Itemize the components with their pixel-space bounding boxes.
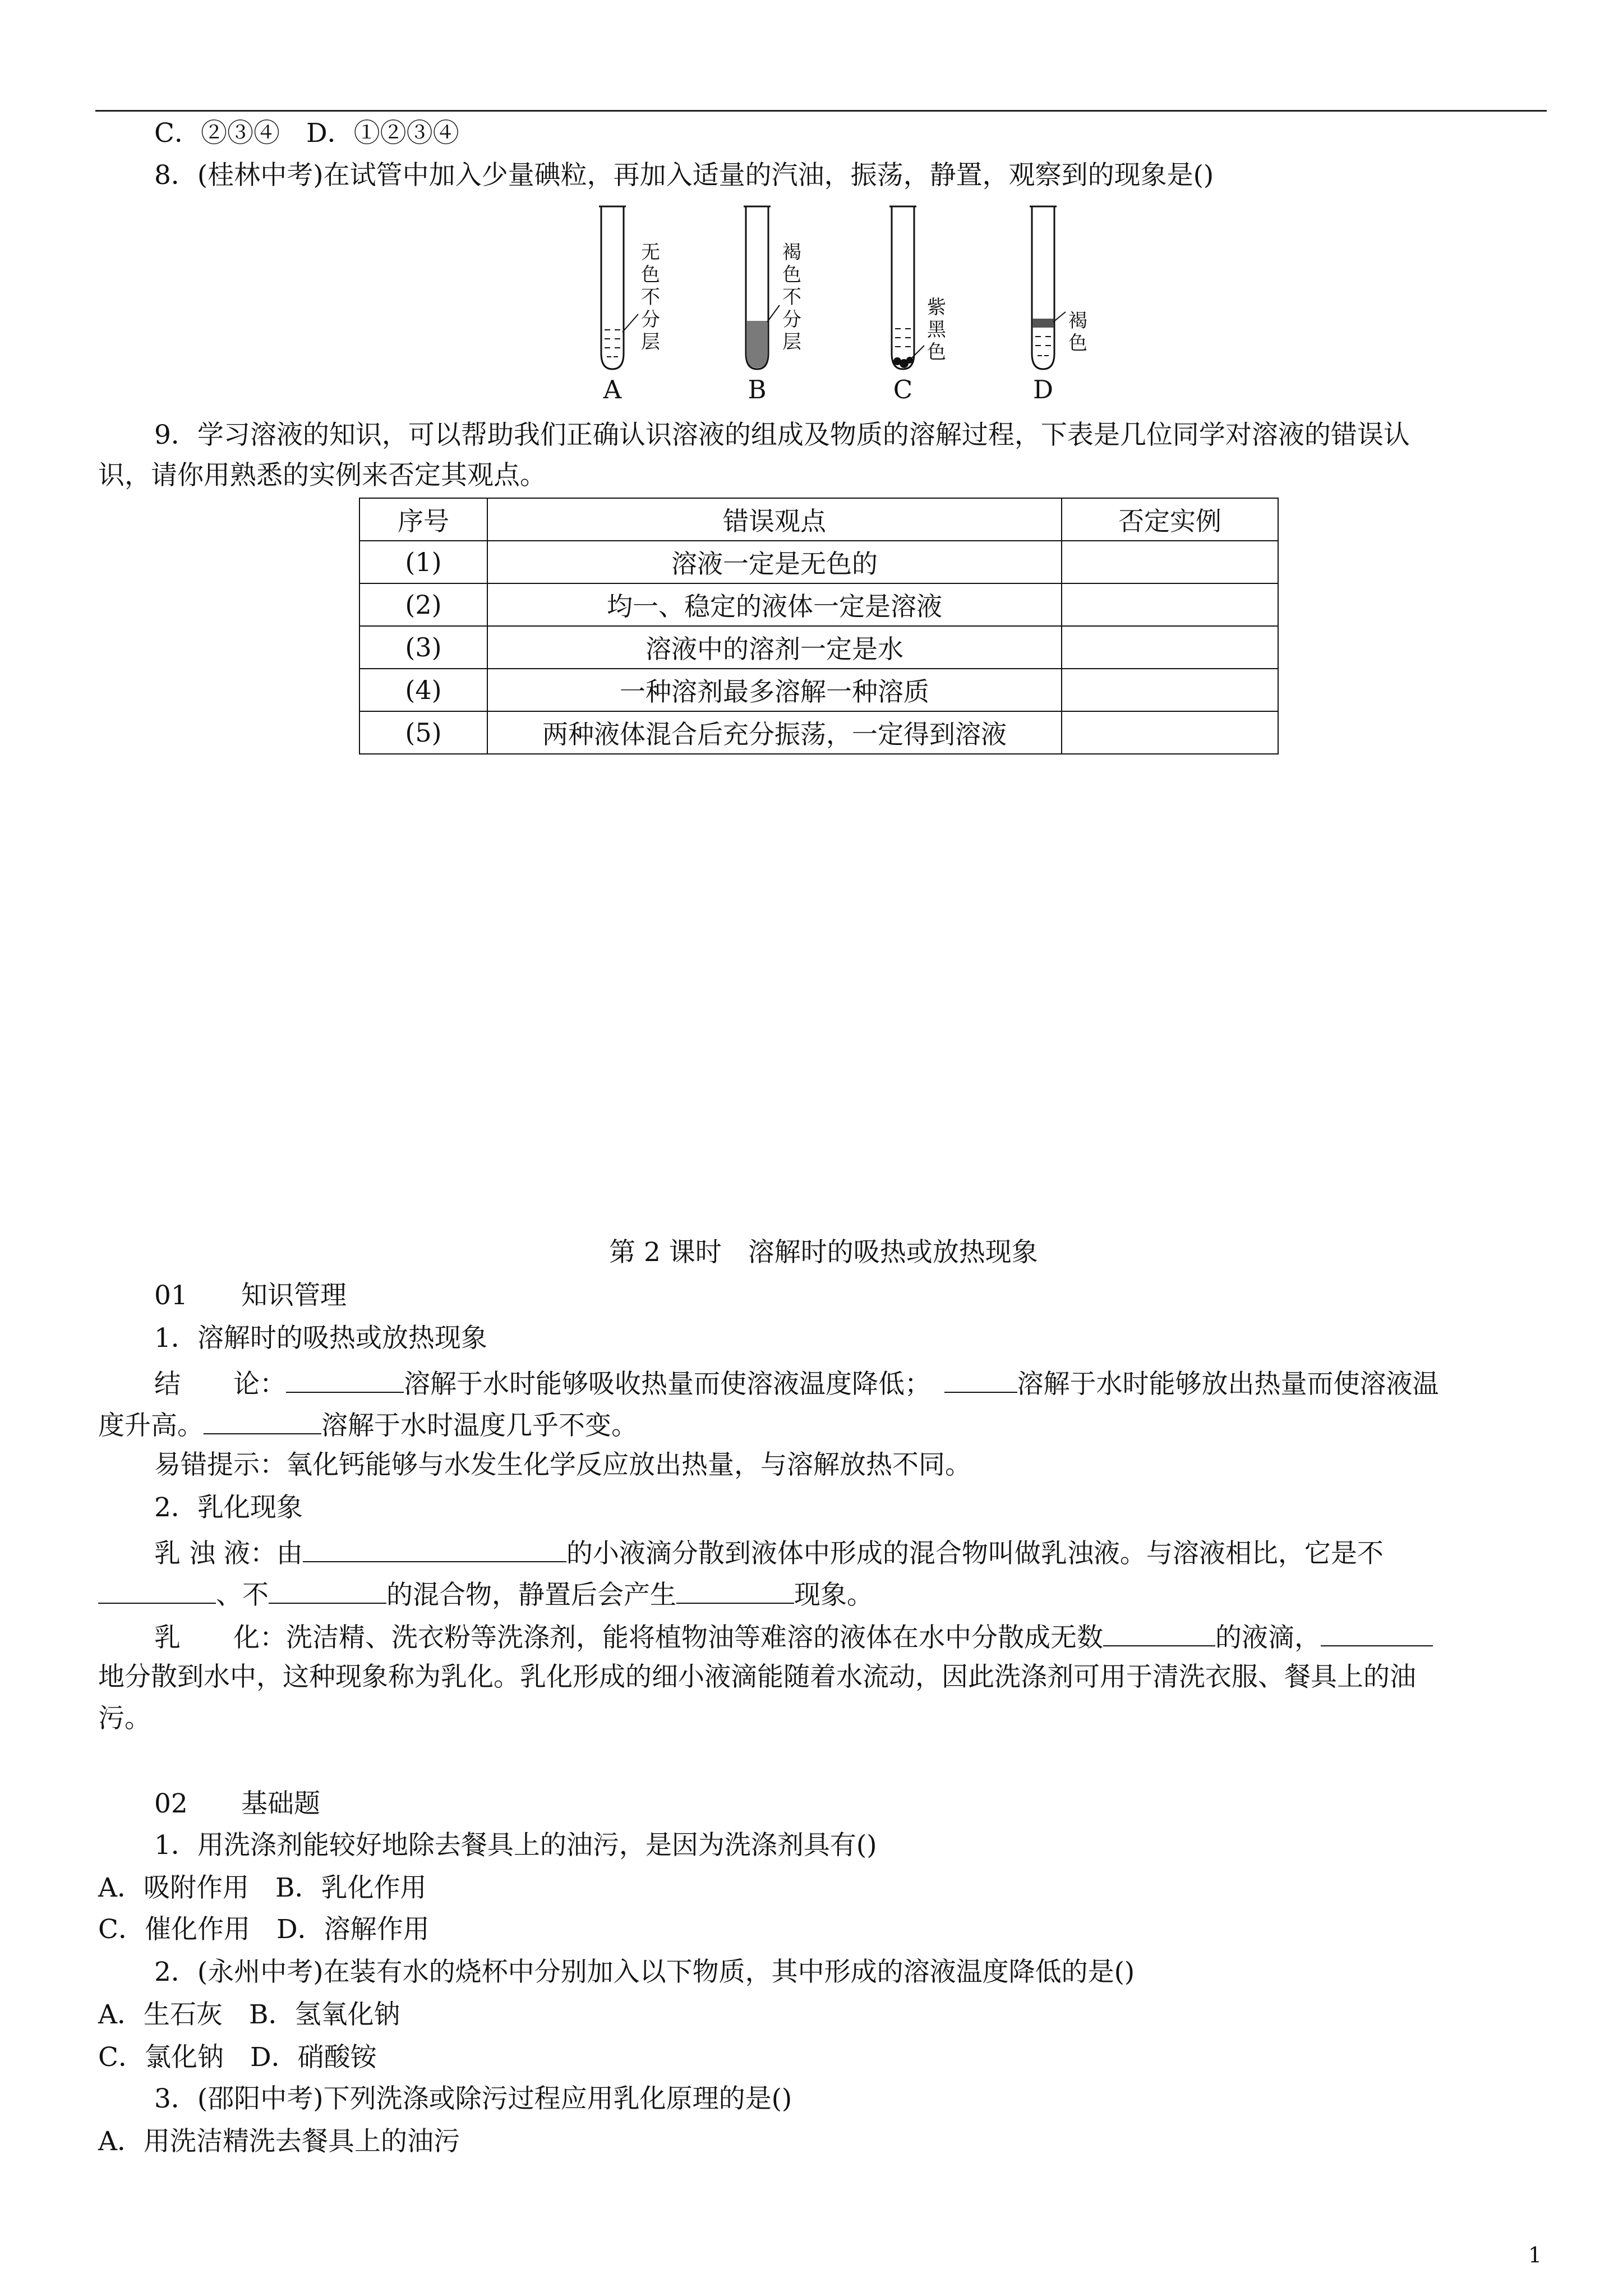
basic-q3-option-a: A．用洗洁精洗去餐具上的油污	[98, 2126, 460, 2157]
tip-line: 易错提示：氧化钙能够与水发生化学反应放出热量，与溶解放热不同。	[154, 1450, 971, 1480]
header-no: 序号	[359, 498, 487, 541]
tube-b	[744, 206, 780, 369]
tube-b-label: B	[748, 375, 767, 404]
conclusion-line2	[98, 1407, 638, 1442]
basic-q2-options-cd: C．氯化钠 D．硝酸铵	[98, 2042, 377, 2073]
emulsion-c: 的混合物，静置后会产生	[386, 1580, 676, 1611]
header-view: 错误观点	[487, 498, 1062, 541]
basic-q1: 1．用洗涤剂能较好地除去餐具上的油污，是因为洗涤剂具有()	[154, 1830, 877, 1861]
item2-title: 2．乳化现象	[154, 1492, 303, 1523]
blank-6[interactable]	[269, 1576, 386, 1604]
emulsion-b: 、不	[216, 1580, 269, 1611]
tube-d-label: D	[1032, 375, 1054, 404]
row-no: (5)	[359, 711, 487, 754]
tube-a	[599, 206, 638, 369]
blank-1[interactable]	[286, 1365, 404, 1393]
row-view: 一种溶剂最多溶解一种溶质	[487, 669, 1062, 711]
tube-d-note: 褐色	[1068, 310, 1087, 355]
table-row	[359, 583, 1278, 626]
row-no: (4)	[359, 669, 487, 711]
conclusion-line1	[154, 1365, 1439, 1400]
row-view: 两种液体混合后充分振荡，一定得到溶液	[487, 711, 1062, 754]
basic-q1-options-cd: C．催化作用 D．溶解作用	[98, 1914, 430, 1945]
emulsify-line1	[154, 1619, 1433, 1654]
header-example: 否定实例	[1062, 498, 1278, 541]
row-no: (1)	[359, 541, 487, 583]
row-view: 溶液中的溶剂一定是水	[487, 626, 1062, 669]
conclusion-a: 溶解于水时能够吸收热量而使溶液温度降低；	[404, 1369, 918, 1400]
section1-title: 知识管理	[241, 1280, 347, 1311]
emulsify-label: 乳 化：洗洁精、洗衣粉等洗涤剂，能将植物油等难溶的液体在水中分散成无数	[154, 1622, 1103, 1653]
blank-4[interactable]	[303, 1535, 566, 1562]
conclusion-d: 溶解于水时温度几乎不变。	[321, 1410, 638, 1441]
test-tube-figure	[538, 202, 1110, 415]
table-row	[359, 541, 1278, 583]
conclusion-c: 度升高。	[98, 1410, 204, 1441]
q7-options-tail: C．②③④ D．①②③④	[154, 118, 459, 149]
q8-stem: 8．(桂林中考)在试管中加入少量碘粒，再加入适量的汽油，振荡，静置，观察到的现象是()	[154, 160, 1214, 191]
tube-a-note: 无色不分层	[641, 241, 660, 353]
blank-3[interactable]	[204, 1407, 321, 1434]
tube-b-note: 褐色不分层	[782, 241, 801, 353]
basic-q2: 2．(永州中考)在装有水的烧杯中分别加入以下物质，其中形成的溶液温度降低的是()	[154, 1957, 1135, 1987]
q9-line2: 识，请你用熟悉的实例来否定其观点。	[98, 460, 546, 491]
section2-number: 02	[154, 1788, 188, 1819]
table-row	[359, 669, 1278, 711]
row-view: 均一、稳定的液体一定是溶液	[487, 583, 1062, 626]
table-row	[359, 711, 1278, 754]
blank-8[interactable]	[1103, 1619, 1215, 1646]
emulsify-line2: 地分散到水中，这种现象称为乳化。乳化形成的细小液滴能随着水流动，因此洗涤剂可用于清洗衣服、餐具上的油	[98, 1662, 1416, 1692]
section2-title: 基础题	[241, 1788, 320, 1819]
test-tubes-svg	[538, 202, 1110, 381]
section1-number: 01	[154, 1280, 188, 1311]
tube-d	[1030, 206, 1066, 369]
row-example-cell[interactable]	[1062, 626, 1278, 669]
emulsion-a: 的小液滴分散到液体中形成的混合物叫做乳浊液。与溶液相比，它是不	[566, 1538, 1384, 1569]
misconception-table	[359, 498, 1279, 754]
table-header-row	[359, 498, 1278, 541]
basic-q1-options-ab: A．吸附作用 B．乳化作用	[98, 1872, 427, 1903]
row-example-cell[interactable]	[1062, 669, 1278, 711]
emulsion-d: 现象。	[794, 1580, 873, 1611]
blank-9[interactable]	[1321, 1619, 1433, 1646]
blank-2[interactable]	[944, 1365, 1017, 1393]
conclusion-label: 结 论：	[154, 1369, 286, 1400]
basic-q2-options-ab: A．生石灰 B．氢氧化钠	[98, 1999, 400, 2030]
emulsion-line2	[98, 1576, 873, 1611]
row-no: (3)	[359, 626, 487, 669]
lesson-title: 第 2 课时 溶解时的吸热或放热现象	[609, 1237, 1038, 1268]
blank-7[interactable]	[676, 1576, 794, 1604]
tube-c-label: C	[893, 375, 913, 404]
blank-5[interactable]	[98, 1576, 216, 1604]
row-example-cell[interactable]	[1062, 583, 1278, 626]
q9-line1: 9．学习溶液的知识，可以帮助我们正确认识溶液的组成及物质的溶解过程，下表是几位同学对溶液的错误认	[154, 420, 1410, 450]
basic-q3: 3．(邵阳中考)下列洗涤或除污过程应用乳化原理的是()	[154, 2083, 792, 2114]
row-example-cell[interactable]	[1062, 541, 1278, 583]
row-example-cell[interactable]	[1062, 711, 1278, 754]
conclusion-b: 溶解于水时能够放出热量而使溶液温	[1017, 1369, 1439, 1400]
tube-a-label: A	[603, 375, 622, 404]
emulsify-a: 的液滴，	[1215, 1622, 1321, 1653]
row-view: 溶液一定是无色的	[487, 541, 1062, 583]
row-no: (2)	[359, 583, 487, 626]
emulsion-label: 乳 浊 液：由	[154, 1538, 303, 1569]
emulsion-line1	[154, 1535, 1384, 1570]
item1-title: 1．溶解时的吸热或放热现象	[154, 1323, 487, 1354]
tube-c	[889, 206, 924, 369]
page-number: 1	[1528, 2243, 1542, 2267]
table-row	[359, 626, 1278, 669]
emulsify-line3: 污。	[98, 1703, 151, 1734]
top-rule	[95, 110, 1547, 112]
tube-c-note: 紫黑色	[927, 296, 946, 364]
